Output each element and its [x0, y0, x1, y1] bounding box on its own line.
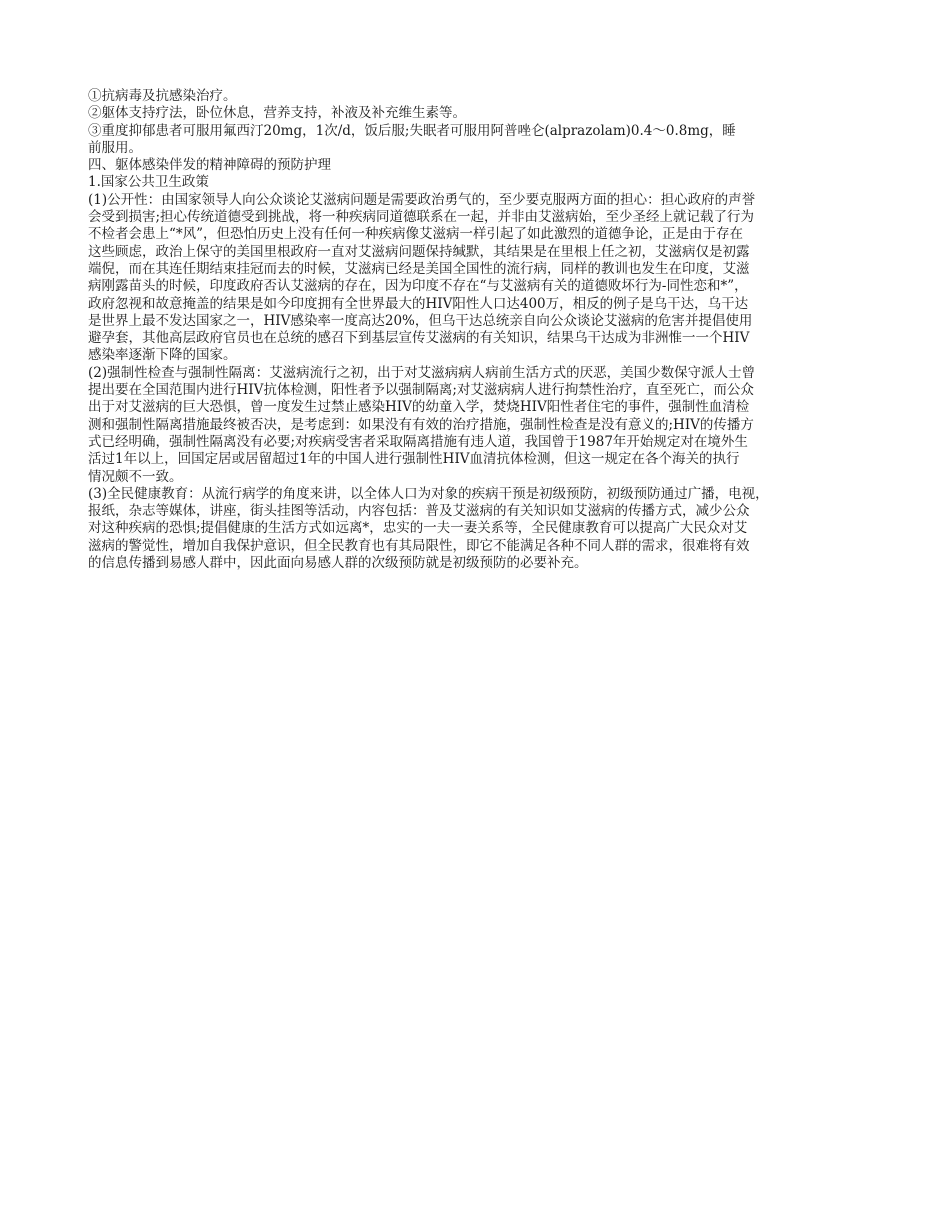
paragraph-1-line: 不检者会患上“*风”，但恐怕历史上没有任何一种疾病像艾滋病一样引起了如此激烈的道德争论，正是由于存在: [88, 226, 744, 243]
paragraph-3-line: (3)全民健康教育：从流行病学的角度来讲，以全体人口为对象的疾病干预是初级预防，初级预防通过广播，电视，: [88, 485, 769, 502]
treatment-item-3: ③重度抑郁患者可服用氟西汀20mg，1次/d，饭后服;失眠者可服用阿普唑仑(alprazolam)0.4～0.8mg，睡: [88, 122, 736, 139]
paragraph-2-line: 式已经明确，强制性隔离没有必要;对疾病受害者采取隔离措施有违人道，我国曾于1987年开始规定对在境外生: [88, 433, 748, 450]
subsection-heading: 1.国家公共卫生政策: [88, 174, 209, 191]
paragraph-1-line: 这些顾虑，政治上保守的美国里根政府一直对艾滋病问题保持缄默，其结果是在里根上任之初，艾滋病仅是初露: [88, 243, 750, 260]
paragraph-1-line: 是世界上最不发达国家之一，HIV感染率一度高达20%，但乌干达总统亲自向公众谈论艾滋病的危害并提倡使用: [88, 312, 753, 329]
paragraph-1-line: (1)公开性：由国家领导人向公众谈论艾滋病问题是需要政治勇气的，至少要克服两方面的担心：担心政府的声誉: [88, 191, 756, 208]
document-body: [88, 88, 868, 572]
paragraph-2-line: 活过1年以上，回国定居或居留超过1年的中国人进行强制性HIV血清抗体检测，但这一规定在各个海关的执行: [88, 451, 740, 468]
treatment-item-1: ①抗病毒及抗感染治疗。: [88, 88, 237, 104]
paragraph-2-line: 提出要在全国范围内进行HIV抗体检测，阳性者予以强制隔离;对艾滋病病人进行拘禁性治疗，直至死亡，而公众: [88, 382, 754, 399]
paragraph-3-line: 滋病的警觉性，增加自我保护意识，但全民教育也有其局限性，即它不能满足各种不同人群的需求，很难将有效: [88, 537, 750, 554]
paragraph-1-line: 感染率逐渐下降的国家。: [88, 347, 237, 364]
paragraph-1-line: 端倪，而在其连任期结束挂冠而去的时候，艾滋病已经是美国全国性的流行病，同样的教训也发生在印度，艾滋: [88, 260, 750, 277]
paragraph-3-line: 对这种疾病的恐惧;提倡健康的生活方式如远离*，忠实的一夫一妻关系等，全民健康教育可以提高广大民众对艾: [88, 520, 748, 537]
paragraph-2-line: 出于对艾滋病的巨大恐惧，曾一度发生过禁止感染HIV的幼童入学，焚烧HIV阳性者住宅的事件，强制性血清检: [88, 399, 750, 416]
paragraph-2-line: 情况颇不一致。: [88, 468, 183, 485]
paragraph-2-line: (2)强制性检查与强制性隔离：艾滋病流行之初，出于对艾滋病病人病前生活方式的厌恶，美国少数保守派人士曾: [88, 364, 756, 381]
treatment-item-2: ②躯体支持疗法，卧位休息，营养支持，补液及补充维生素等。: [88, 105, 466, 122]
section-heading: 四、躯体感染伴发的精神障碍的预防护理: [88, 157, 331, 174]
paragraph-3-line: 的信息传播到易感人群中，因此面向易感人群的次级预防就是初级预防的必要补充。: [88, 555, 588, 572]
treatment-item-3-cont: 前服用。: [88, 139, 142, 156]
paragraph-2-line: 测和强制性隔离措施最终被否决，是考虑到：如果没有有效的治疗措施，强制性检查是没有意义的;HIV的传播方: [88, 416, 754, 433]
paragraph-1-line: 会受到损害;担心传统道德受到挑战，将一种疾病同道德联系在一起，并非由艾滋病始，至少圣经上就记载了行为: [88, 209, 755, 226]
paragraph-1-line: 病刚露苗头的时候，印度政府否认艾滋病的存在，因为印度不存在“与艾滋病有关的道德败坏行为-同性恋和*”，: [88, 278, 748, 295]
paragraph-3-line: 报纸，杂志等媒体，讲座，街头挂图等活动，内容包括：普及艾滋病的有关知识如艾滋病的传播方式，减少公众: [88, 503, 750, 520]
paragraph-1-line: 避孕套，其他高层政府官员也在总统的感召下到基层宣传艾滋病的有关知识，结果乌干达成为非洲惟一一个HIV: [88, 330, 750, 347]
paragraph-1-line: 政府忽视和故意掩盖的结果是如今印度拥有全世界最大的HIV阳性人口达400万，相反的例子是乌干达，乌干达: [88, 295, 749, 312]
